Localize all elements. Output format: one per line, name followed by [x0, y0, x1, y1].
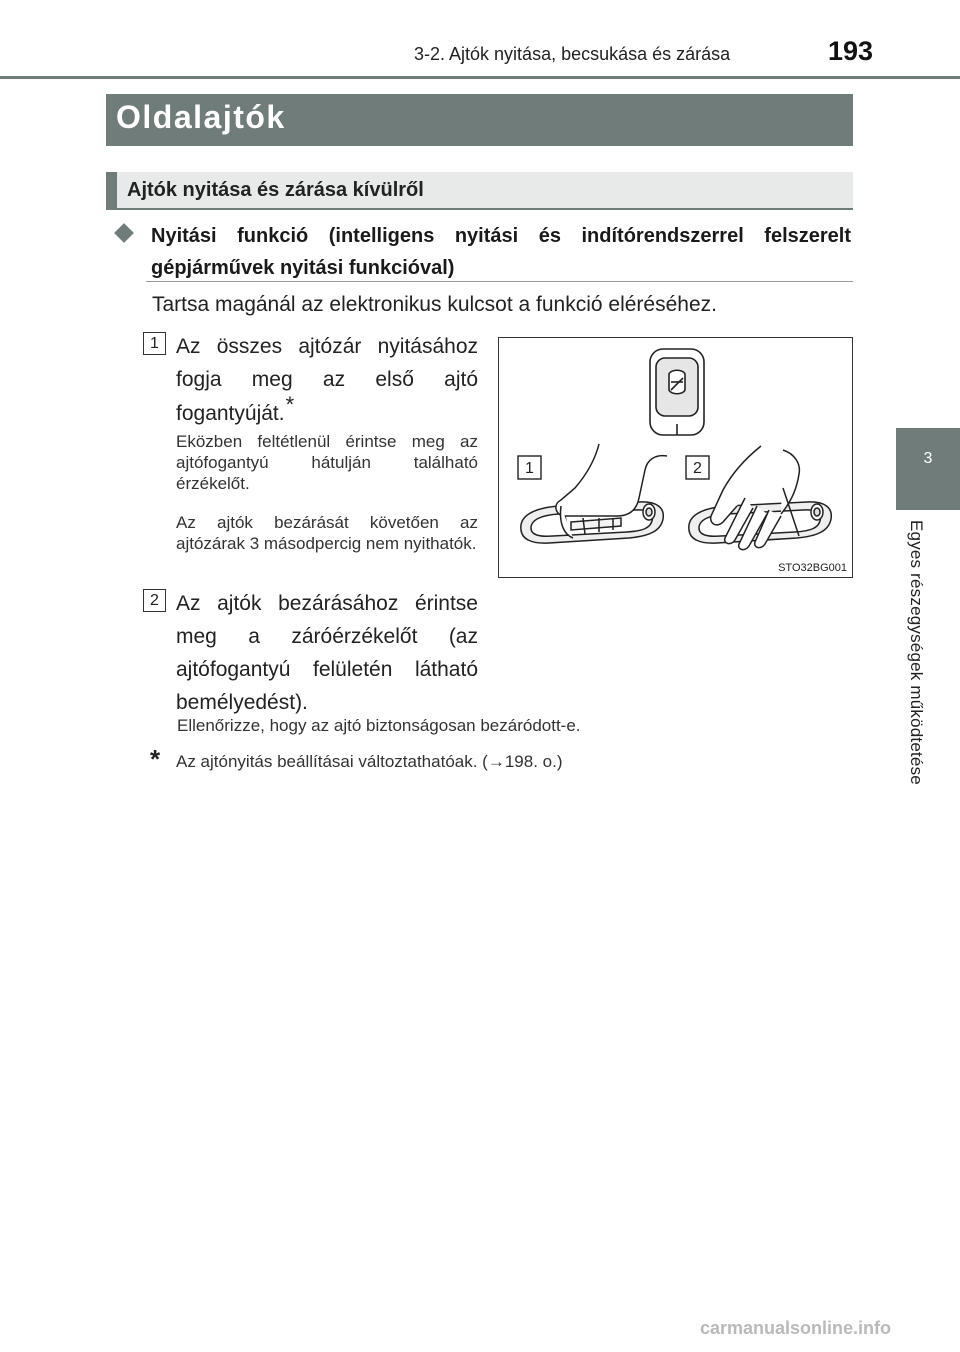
chapter-number: 3	[923, 450, 933, 467]
step-1-main-text: Az összes ajtózár nyitásához fogja meg az első ajtó fogantyúját.	[176, 335, 478, 425]
step-1-note-1: Eközben feltétlenül érintse meg az ajtófogantyú hátulján található érzékelőt.	[176, 432, 478, 493]
page-title: Oldalajtók	[116, 99, 286, 135]
subtitle-accent	[106, 172, 117, 210]
step-1-note-2: Az ajtók bezárását követően az ajtózárak 3 másodpercig nem nyithatók.	[176, 513, 478, 553]
diamond-bullet-icon	[114, 223, 134, 243]
door-handle-illustration	[498, 337, 853, 578]
footnote-text: Az ajtónyitás beállításai változtathatóak. (→198. o.)	[176, 752, 563, 771]
step-1-text	[176, 330, 478, 430]
callout-1: 1	[525, 460, 534, 477]
chapter-tab	[896, 428, 960, 510]
subtitle: Ajtók nyitása és zárása kívülről	[127, 179, 424, 201]
watermark: carmanualsonline.info	[700, 1318, 892, 1338]
header-section-title: 3-2. Ajtók nyitása, becsukása és zárása	[414, 44, 731, 64]
header-divider	[0, 76, 960, 79]
figure-code: STO32BG001	[778, 562, 847, 574]
page-number: 193	[828, 36, 874, 66]
step-2-number: 2	[143, 589, 166, 612]
step-1-asterisk: *	[285, 392, 295, 417]
smart-key-icon	[650, 349, 704, 435]
callout-2: 2	[693, 460, 702, 477]
closing-instruction: Ellenőrizze, hogy az ajtó biztonságosan bezáródott-e.	[177, 716, 581, 735]
chapter-title-vertical: Egyes részegységek működtetése	[907, 520, 926, 785]
illustration-svg	[499, 338, 852, 577]
feature-divider	[146, 281, 853, 282]
step-1-number: 1	[143, 332, 166, 355]
intro-text: Tartsa magánál az elektronikus kulcsot a funkció eléréséhez.	[152, 293, 717, 316]
feature-title: Nyitási funkció (intelligens nyitási és indítórendszerrel felszerelt gépjárművek nyitási funkcióval)	[151, 225, 851, 279]
step-2-text: Az ajtók bezárásához érintse meg a záróérzékelőt (az ajtófogantyú felületén látható bemélyedést).	[176, 592, 478, 714]
footnote-marker: *	[150, 744, 161, 774]
